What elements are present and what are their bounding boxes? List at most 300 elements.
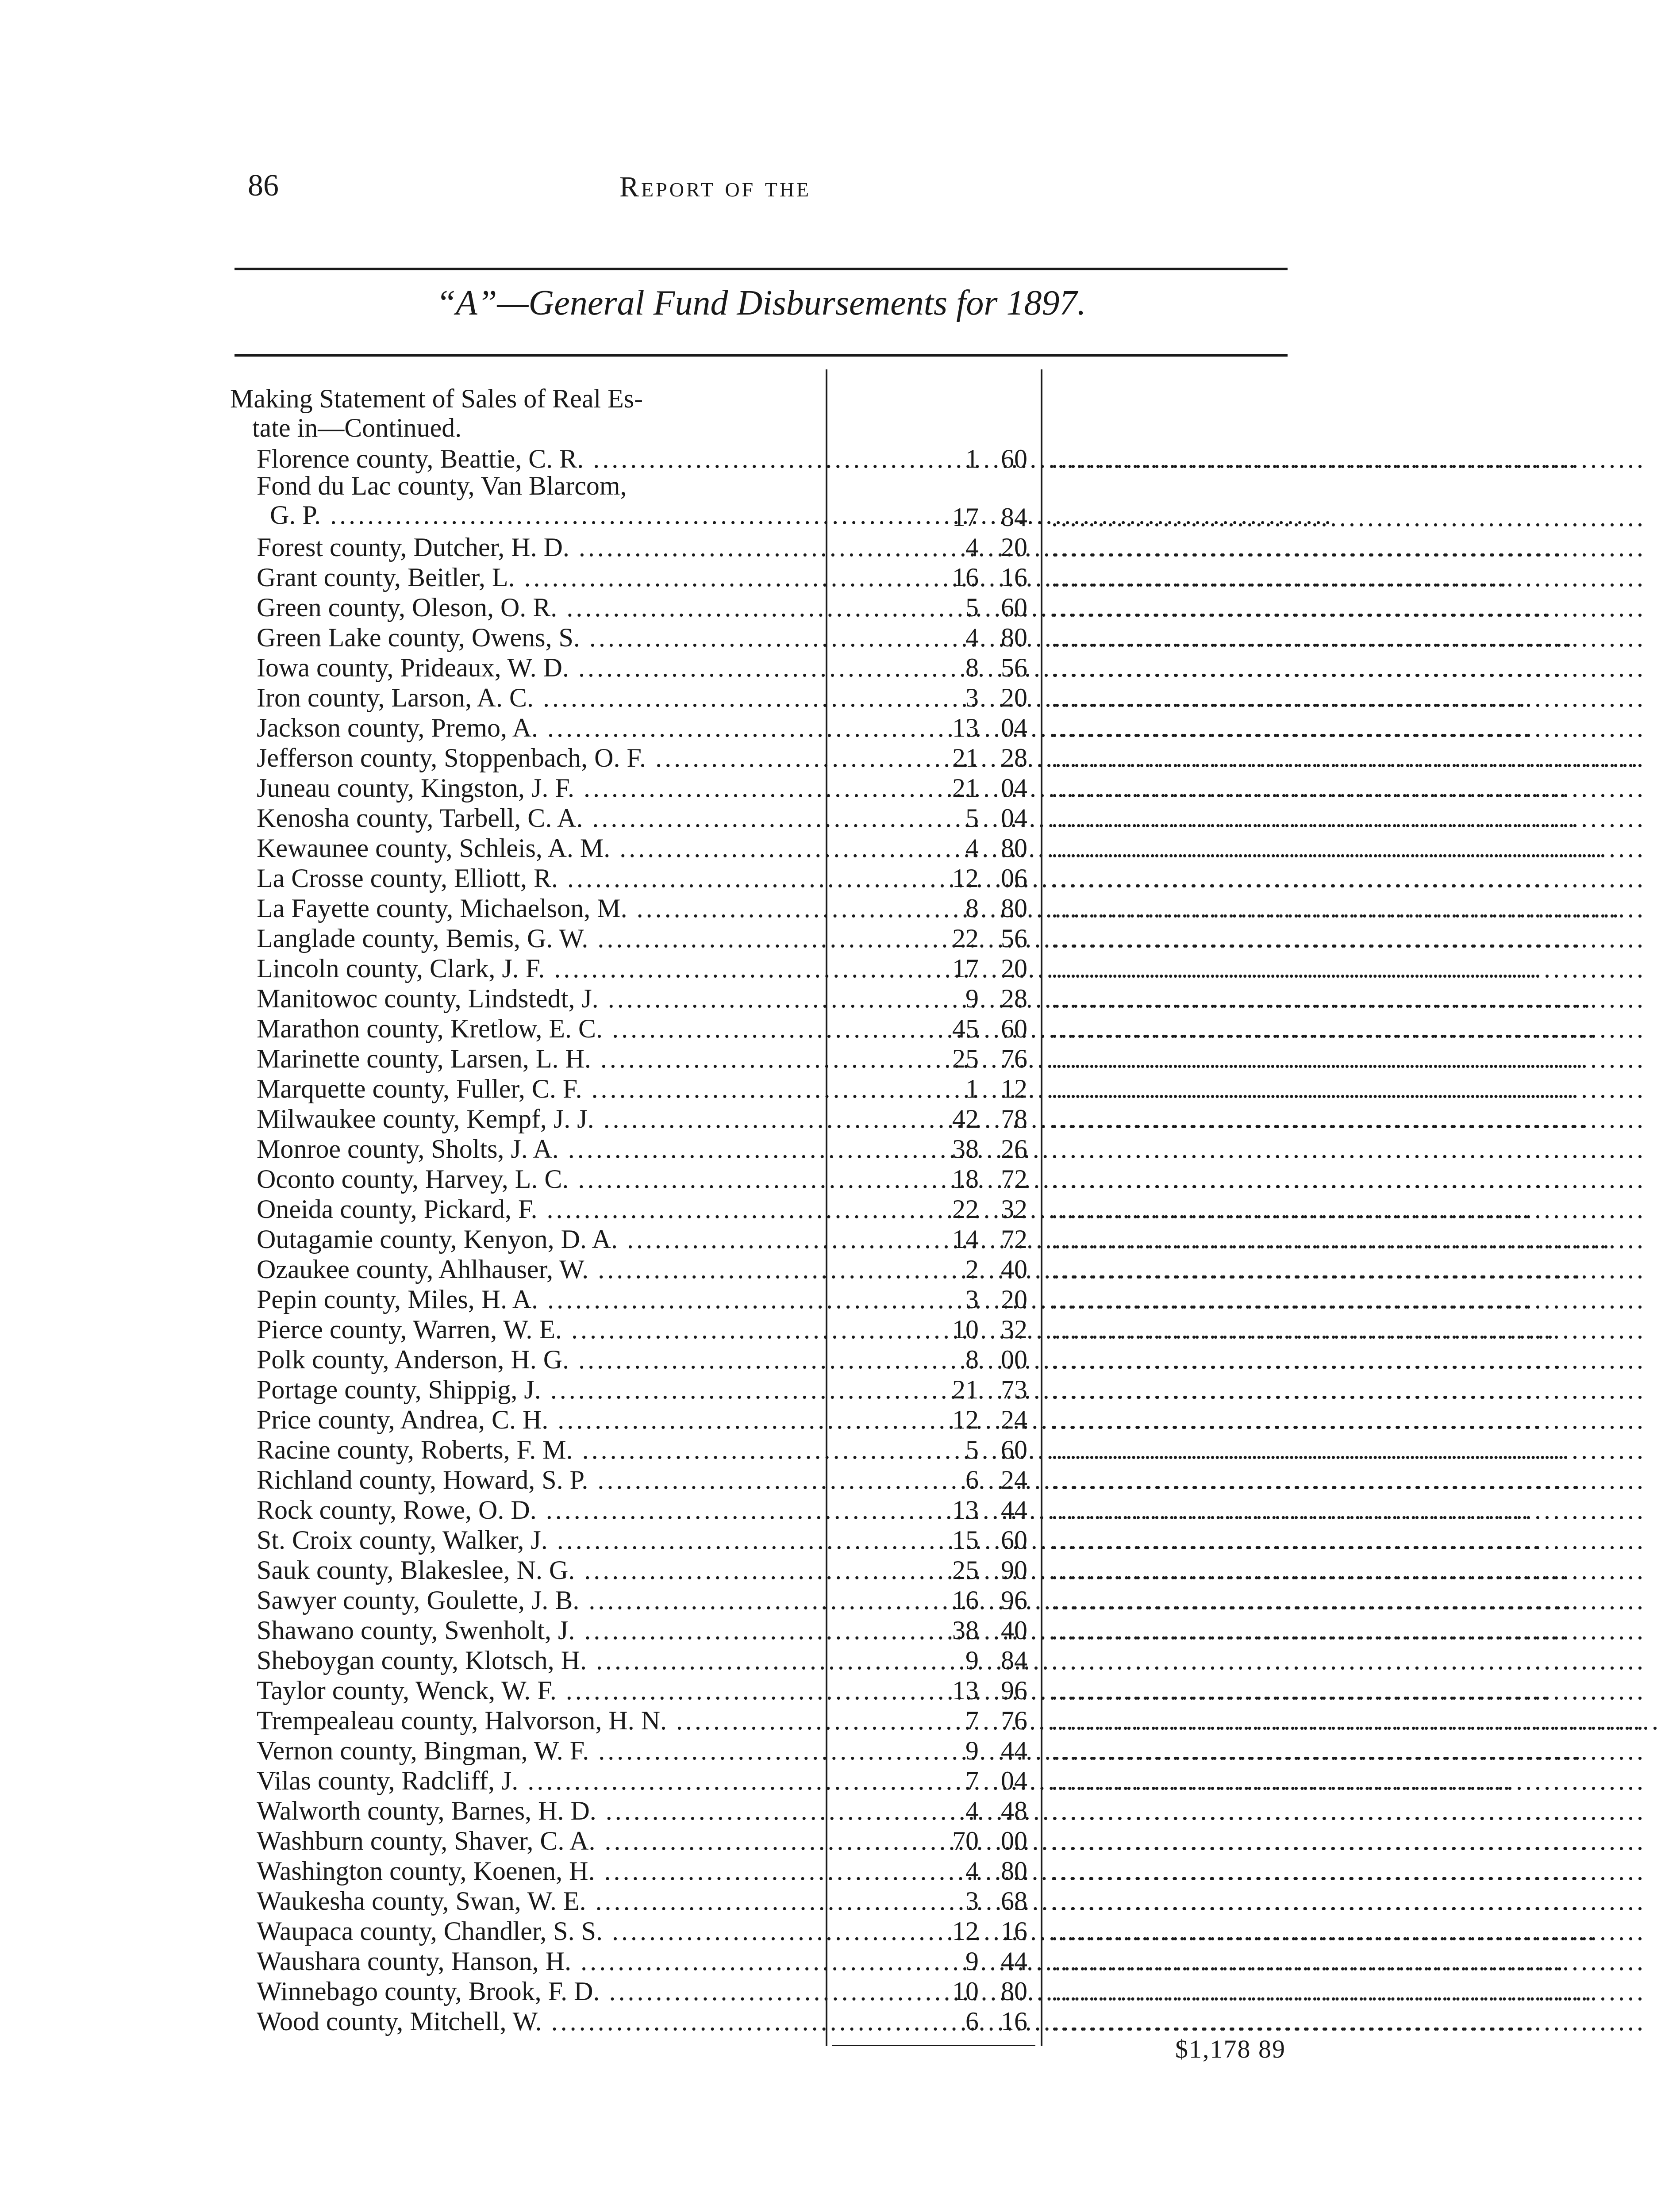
table-row xyxy=(0,1405,1646,1435)
row-leader-dots: ................................................................ xyxy=(1051,1947,1646,1976)
row-amount xyxy=(832,1344,1035,1375)
row-county-name-line2: G. P. ..... xyxy=(257,500,823,530)
row-amount-cents: 72 xyxy=(1001,1225,1027,1254)
row-amount xyxy=(832,1856,1035,1886)
row-county-name: Pierce county, Warren, W. E. ..... xyxy=(257,1314,823,1344)
row-amount-dollars: 42 xyxy=(952,1104,979,1133)
row-county-name: Richland county, Howard, S. P. ..... xyxy=(257,1465,823,1495)
row-county-name: La Fayette county, Michaelson, M. ..... xyxy=(257,893,823,923)
table-row xyxy=(0,683,1646,713)
row-amount-cents: 68 xyxy=(1001,1886,1027,1916)
row-leader-dots: ................................................................ xyxy=(1051,1104,1646,1133)
row-county-name: Walworth county, Barnes, H. D. ..... xyxy=(257,1796,823,1826)
row-leader-dots: ................................................................ xyxy=(1051,1555,1646,1585)
row-leader-dots: ................................................................ xyxy=(1051,1616,1646,1645)
row-amount-cents: 28 xyxy=(1001,743,1027,772)
row-amount-dollars: 7 xyxy=(965,1706,979,1735)
row-county-name: Marinette county, Larsen, L. H. ..... xyxy=(257,1044,823,1074)
row-amount-dollars: 5 xyxy=(965,593,979,622)
row-leader-dots: ................................................................ xyxy=(1051,894,1646,923)
row-amount-cents: 20 xyxy=(1001,533,1027,562)
row-amount-cents: 04 xyxy=(1001,803,1027,833)
row-amount-cents: 32 xyxy=(1001,1315,1027,1344)
row-county-name: Winnebago county, Brook, F. D. ..... xyxy=(257,1976,823,2006)
row-county-name: Kenosha county, Tarbell, C. A. ..... xyxy=(257,803,823,833)
row-amount-dollars: 4 xyxy=(965,623,979,652)
row-county-name: Waukesha county, Swan, W. E. ..... xyxy=(257,1886,823,1916)
row-amount xyxy=(832,1585,1035,1615)
row-amount-cents: 32 xyxy=(1001,1194,1027,1224)
row-county-name: Waupaca county, Chandler, S. S. ..... xyxy=(257,1916,823,1946)
row-leader-dots: ................................................................ xyxy=(1051,984,1646,1013)
table-row xyxy=(0,1254,1646,1284)
row-amount-cents: 80 xyxy=(1001,894,1027,923)
table-row xyxy=(0,1074,1646,1104)
row-amount-cents: 48 xyxy=(1001,1796,1027,1825)
row-amount-cents: 16 xyxy=(1001,563,1027,592)
row-amount-cents: 56 xyxy=(1001,653,1027,682)
row-amount xyxy=(832,893,1035,923)
table-row xyxy=(0,1284,1646,1314)
row-leader-dots: ................................................................ xyxy=(1051,1164,1646,1194)
row-county-name: Wood county, Mitchell, W. ..... xyxy=(257,2006,823,2036)
row-amount xyxy=(832,773,1035,803)
title-rule xyxy=(235,354,1288,357)
row-amount-dollars: 1 xyxy=(965,1074,979,1103)
row-amount-dollars: 7 xyxy=(965,1766,979,1795)
table-row xyxy=(0,2006,1646,2036)
table-row xyxy=(0,1645,1646,1675)
row-leader-dots: ................................................................ xyxy=(1051,1766,1646,1795)
row-leader-dots: ................................................................ xyxy=(1051,593,1646,622)
row-leader-dots: ................................................................ xyxy=(1051,1345,1646,1374)
row-amount-dollars: 8 xyxy=(965,894,979,923)
row-amount-cents: 40 xyxy=(1001,1616,1027,1645)
row-amount xyxy=(832,1194,1035,1224)
row-amount-dollars: 3 xyxy=(965,683,979,712)
row-leader-dots: ................................................................ xyxy=(1051,1736,1646,1765)
table-row xyxy=(0,1796,1646,1826)
row-county-name: Langlade county, Bemis, G. W. ..... xyxy=(257,923,823,953)
table-row xyxy=(0,1585,1646,1615)
row-amount-dollars: 38 xyxy=(952,1616,979,1645)
row-amount xyxy=(832,803,1035,833)
row-amount-cents: 73 xyxy=(1001,1375,1027,1404)
table-row xyxy=(0,1344,1646,1375)
row-amount xyxy=(832,983,1035,1014)
row-county-name: Polk county, Anderson, H. G. ..... xyxy=(257,1344,823,1375)
row-amount-dollars: 13 xyxy=(952,1495,979,1525)
row-amount xyxy=(832,1525,1035,1555)
row-leader-dots: ................................................................ xyxy=(1051,1134,1646,1164)
row-leader-dots: ................................................................ xyxy=(1051,1586,1646,1615)
row-amount xyxy=(832,683,1035,713)
row-leader-dots: ................................................................ xyxy=(1051,803,1646,833)
row-leader-dots: ................................................................ xyxy=(1051,563,1646,592)
table-row xyxy=(0,1916,1646,1946)
table-row xyxy=(0,1044,1646,1074)
row-amount xyxy=(832,1465,1035,1495)
row-county-name: Lincoln county, Clark, J. F. ..... xyxy=(257,953,823,983)
row-county-name: Trempealeau county, Halvorson, H. N. ..... xyxy=(257,1705,823,1736)
row-amount-cents: 16 xyxy=(1001,2007,1027,2036)
row-amount xyxy=(832,833,1035,863)
row-amount xyxy=(832,1044,1035,1074)
row-amount-cents: 04 xyxy=(1001,773,1027,803)
row-county-name: Pepin county, Miles, H. A. ..... xyxy=(257,1284,823,1314)
row-amount xyxy=(832,1946,1035,1976)
table-row xyxy=(0,713,1646,743)
row-leader-dots: ................................................................ xyxy=(1051,743,1646,772)
row-leader-dots: ................................................................ xyxy=(1051,1676,1646,1705)
table-row xyxy=(0,1134,1646,1164)
row-county-name: Ozaukee county, Ahlhauser, W. ..... xyxy=(257,1254,823,1284)
row-leader-dots: ................................................................ xyxy=(1051,533,1646,562)
disbursement-rows xyxy=(0,444,1646,2036)
row-leader-dots: ................................................................ xyxy=(1051,1465,1646,1494)
table-row xyxy=(0,1826,1646,1856)
row-amount-dollars: 8 xyxy=(965,1345,979,1374)
row-county-name: St. Croix county, Walker, J. ..... xyxy=(257,1525,823,1555)
table-row xyxy=(0,471,1646,532)
row-county-name: Washburn county, Shaver, C. A. ..... xyxy=(257,1826,823,1856)
row-amount-cents: 80 xyxy=(1001,1977,1027,2006)
row-amount xyxy=(832,1495,1035,1525)
row-amount xyxy=(832,502,1035,532)
row-amount-dollars: 22 xyxy=(952,924,979,953)
row-county-name: Taylor county, Wenck, W. F. ..... xyxy=(257,1675,823,1705)
table-row xyxy=(0,622,1646,653)
row-amount xyxy=(832,1074,1035,1104)
row-amount-dollars: 4 xyxy=(965,833,979,863)
row-county-name: Florence county, Beattie, C. R. ..... xyxy=(257,444,823,474)
row-amount-cents: 20 xyxy=(1001,954,1027,983)
table-row xyxy=(0,1555,1646,1585)
row-amount xyxy=(832,1405,1035,1435)
row-amount xyxy=(832,953,1035,983)
row-county-name: Racine county, Roberts, F. M. ..... xyxy=(257,1435,823,1465)
row-amount xyxy=(832,653,1035,683)
table-row xyxy=(0,743,1646,773)
row-leader-dots: ................................................................ xyxy=(1051,773,1646,803)
row-leader-dots: ................................................................ xyxy=(1051,1225,1646,1254)
row-amount-cents: 60 xyxy=(1001,593,1027,622)
row-amount-dollars: 9 xyxy=(965,1947,979,1976)
row-leader-dots: ................................................................ xyxy=(1051,1826,1646,1855)
table-row xyxy=(0,1314,1646,1344)
row-leader-dots: ................................................................ xyxy=(1051,444,1646,473)
table-row xyxy=(0,983,1646,1014)
row-leader-dots: ................................................................ xyxy=(1051,1435,1646,1464)
intro-line-1: Making Statement of Sales of Real Es- xyxy=(230,384,643,413)
row-county-name: Monroe county, Sholts, J. A. ..... xyxy=(257,1134,823,1164)
row-amount-dollars: 10 xyxy=(952,1315,979,1344)
row-amount-dollars: 13 xyxy=(952,1676,979,1705)
row-amount-cents: 06 xyxy=(1001,864,1027,893)
row-amount-dollars: 4 xyxy=(965,533,979,562)
row-amount xyxy=(832,1796,1035,1826)
row-amount-dollars: 12 xyxy=(952,864,979,893)
top-rule xyxy=(235,268,1288,270)
row-county-name: La Crosse county, Elliott, R. ..... xyxy=(257,863,823,893)
row-amount-dollars: 8 xyxy=(965,653,979,682)
table-row xyxy=(0,1495,1646,1525)
row-amount xyxy=(832,1254,1035,1284)
row-amount-cents: 26 xyxy=(1001,1134,1027,1164)
row-leader-dots: ................................................................ xyxy=(1051,1014,1646,1043)
table-row xyxy=(0,1736,1646,1766)
row-amount xyxy=(832,1705,1035,1736)
row-amount-dollars: 16 xyxy=(952,563,979,592)
row-amount-dollars: 17 xyxy=(952,503,979,532)
row-amount-dollars: 22 xyxy=(952,1194,979,1224)
row-amount-cents: 12 xyxy=(1001,1074,1027,1103)
table-row xyxy=(0,923,1646,953)
row-amount-dollars: 4 xyxy=(965,1796,979,1825)
row-leader-dots: ................................................................ xyxy=(1051,1255,1646,1284)
intro-text xyxy=(230,384,823,442)
row-leader-dots: ................................................................ xyxy=(1051,1315,1646,1344)
total-rule xyxy=(832,2045,1035,2046)
row-leader-dots: ................................................................ xyxy=(1051,924,1646,953)
table-row xyxy=(0,1525,1646,1555)
row-amount-cents: 20 xyxy=(1001,1285,1027,1314)
table-row xyxy=(0,833,1646,863)
row-amount-cents: 20 xyxy=(1001,683,1027,712)
row-amount xyxy=(832,1375,1035,1405)
row-amount-cents: 78 xyxy=(1001,1104,1027,1133)
row-amount-dollars: 15 xyxy=(952,1525,979,1555)
row-amount-cents: 56 xyxy=(1001,924,1027,953)
table-row xyxy=(0,1014,1646,1044)
row-leader-dots: ................................................................ xyxy=(1051,1646,1646,1675)
row-leader-dots: ................................................................ xyxy=(1051,1706,1646,1735)
intro-line-2: tate in—Continued. xyxy=(252,413,462,442)
row-amount-cents: 80 xyxy=(1001,833,1027,863)
row-county-name: Green county, Oleson, O. R. ..... xyxy=(257,592,823,622)
row-amount-dollars: 70 xyxy=(952,1826,979,1855)
row-amount xyxy=(832,1014,1035,1044)
row-amount-dollars: 6 xyxy=(965,2007,979,2036)
row-amount-cents: 24 xyxy=(1001,1405,1027,1434)
table-row xyxy=(0,1465,1646,1495)
row-leader-dots: ................................................................ xyxy=(1051,1886,1646,1916)
row-county-name: Portage county, Shippig, J. ..... xyxy=(257,1375,823,1405)
row-leader-dots: ................................................................ xyxy=(1051,1916,1646,1946)
row-leader-dots: ................................................................ xyxy=(1051,1977,1646,2006)
row-amount-dollars: 18 xyxy=(952,1164,979,1194)
row-amount-cents: 04 xyxy=(1001,713,1027,742)
row-county-name: Marquette county, Fuller, C. F. ..... xyxy=(257,1074,823,1104)
table-row xyxy=(0,1675,1646,1705)
row-amount-dollars: 4 xyxy=(965,1856,979,1886)
row-county-name: Iowa county, Prideaux, W. D. ..... xyxy=(257,653,823,683)
row-amount-cents: 90 xyxy=(1001,1555,1027,1585)
table-row xyxy=(0,1705,1646,1736)
row-amount xyxy=(832,1766,1035,1796)
row-amount-cents: 00 xyxy=(1001,1345,1027,1374)
row-amount-cents: 80 xyxy=(1001,623,1027,652)
row-amount-cents: 96 xyxy=(1001,1676,1027,1705)
row-amount-cents: 44 xyxy=(1001,1947,1027,1976)
row-amount xyxy=(832,743,1035,773)
row-county-name xyxy=(257,471,823,530)
row-leader-dots: ................................................................ xyxy=(1051,1044,1646,1073)
row-amount xyxy=(832,1976,1035,2006)
row-amount-cents: 44 xyxy=(1001,1736,1027,1765)
row-amount-dollars: 21 xyxy=(952,1375,979,1404)
row-amount xyxy=(832,532,1035,562)
row-amount-dollars: 10 xyxy=(952,1977,979,2006)
table-row xyxy=(0,653,1646,683)
row-amount-dollars: 2 xyxy=(965,1255,979,1284)
row-county-name: Sheboygan county, Klotsch, H. ..... xyxy=(257,1645,823,1675)
row-amount-dollars: 3 xyxy=(965,1285,979,1314)
row-leader-dots: ................................................................ xyxy=(1051,1194,1646,1224)
row-amount-cents: 60 xyxy=(1001,1435,1027,1464)
row-amount xyxy=(832,1164,1035,1194)
row-amount-dollars: 5 xyxy=(965,1435,979,1464)
table-row xyxy=(0,1976,1646,2006)
row-amount-cents: 00 xyxy=(1001,1826,1027,1855)
row-county-name: Iron county, Larson, A. C. ..... xyxy=(257,683,823,713)
row-leader-dots: ................................................................ xyxy=(1051,1495,1646,1525)
row-county-name: Milwaukee county, Kempf, J. J. ..... xyxy=(257,1104,823,1134)
table-row xyxy=(0,1224,1646,1254)
table-row xyxy=(0,562,1646,592)
row-leader-dots: ................................................................ xyxy=(1051,683,1646,712)
row-amount xyxy=(832,923,1035,953)
row-amount-dollars: 21 xyxy=(952,773,979,803)
row-county-name: Kewaunee county, Schleis, A. M. ..... xyxy=(257,833,823,863)
row-leader-dots: ................................................................ xyxy=(1051,2007,1646,2036)
table-row xyxy=(0,953,1646,983)
row-amount xyxy=(832,1736,1035,1766)
row-amount xyxy=(832,1555,1035,1585)
row-county-name: Outagamie county, Kenyon, D. A. ..... xyxy=(257,1224,823,1254)
row-amount-dollars: 6 xyxy=(965,1465,979,1494)
row-amount xyxy=(832,1284,1035,1314)
row-amount xyxy=(832,1314,1035,1344)
table-row xyxy=(0,1886,1646,1916)
row-amount-cents: 60 xyxy=(1001,1525,1027,1555)
row-leader-dots: ................................................................ xyxy=(1051,1525,1646,1555)
row-amount-cents: 76 xyxy=(1001,1706,1027,1735)
row-amount-dollars: 13 xyxy=(952,713,979,742)
row-amount xyxy=(832,1886,1035,1916)
row-leader-dots: ................................................................ xyxy=(1051,1796,1646,1825)
row-amount-dollars: 25 xyxy=(952,1555,979,1585)
row-leader-dots: ................................................................ xyxy=(1051,623,1646,652)
row-amount-dollars: 38 xyxy=(952,1134,979,1164)
table-row xyxy=(0,592,1646,622)
row-amount-cents: 84 xyxy=(1001,1646,1027,1675)
row-amount-cents: 80 xyxy=(1001,1856,1027,1886)
row-county-name: Washington county, Koenen, H. ..... xyxy=(257,1856,823,1886)
table-row xyxy=(0,863,1646,893)
row-amount xyxy=(832,1615,1035,1645)
running-head: Report of the xyxy=(619,171,811,203)
row-leader-dots: ................................................................ xyxy=(1051,1856,1646,1886)
row-amount xyxy=(832,1916,1035,1946)
row-amount xyxy=(832,1826,1035,1856)
row-amount-dollars: 9 xyxy=(965,1736,979,1765)
row-amount-cents: 76 xyxy=(1001,1044,1027,1073)
row-leader-dots: ................................................................ xyxy=(1051,653,1646,682)
row-amount-dollars: 25 xyxy=(952,1044,979,1073)
row-county-name: Green Lake county, Owens, S. ..... xyxy=(257,622,823,653)
row-leader-dots: ................................................................ xyxy=(1051,954,1646,983)
table-row xyxy=(0,1104,1646,1134)
row-amount xyxy=(832,1675,1035,1705)
row-county-name: Manitowoc county, Lindstedt, J. ..... xyxy=(257,983,823,1014)
row-county-name: Forest county, Dutcher, H. D. ..... xyxy=(257,532,823,562)
table-row xyxy=(0,1615,1646,1645)
row-amount xyxy=(832,444,1035,474)
row-county-name: Rock county, Rowe, O. D. ..... xyxy=(257,1495,823,1525)
table-row xyxy=(0,1435,1646,1465)
row-amount-cents: 60 xyxy=(1001,1014,1027,1043)
row-county-name: Grant county, Beitler, L. ..... xyxy=(257,562,823,592)
table-row xyxy=(0,893,1646,923)
row-amount-cents: 72 xyxy=(1001,1164,1027,1194)
row-amount-cents: 04 xyxy=(1001,1766,1027,1795)
row-amount xyxy=(832,562,1035,592)
row-county-name: Waushara county, Hanson, H. ..... xyxy=(257,1946,823,1976)
table-row xyxy=(0,1766,1646,1796)
table-title: “A”—General Fund Disbursements for 1897. xyxy=(436,284,1086,323)
table-row xyxy=(0,1194,1646,1224)
row-leader-dots: ................................................................ xyxy=(1051,713,1646,742)
row-amount xyxy=(832,1645,1035,1675)
row-county-name: Jackson county, Premo, A. ..... xyxy=(257,713,823,743)
row-amount-dollars: 9 xyxy=(965,1646,979,1675)
row-amount-dollars: 21 xyxy=(952,743,979,772)
row-amount-cents: 96 xyxy=(1001,1586,1027,1615)
row-amount-dollars: 17 xyxy=(952,954,979,983)
row-leader-dots: ................................................................ xyxy=(1051,833,1646,863)
row-amount-dollars: 1 xyxy=(965,444,979,473)
row-county-name: Juneau county, Kingston, J. F. ..... xyxy=(257,773,823,803)
row-amount-dollars: 3 xyxy=(965,1886,979,1916)
row-amount xyxy=(832,1104,1035,1134)
table-row xyxy=(0,1375,1646,1405)
row-amount-dollars: 45 xyxy=(952,1014,979,1043)
row-amount-dollars: 9 xyxy=(965,984,979,1013)
row-county-name: Vernon county, Bingman, W. F. ..... xyxy=(257,1736,823,1766)
row-amount xyxy=(832,713,1035,743)
row-amount-cents: 84 xyxy=(1001,503,1027,532)
row-amount-cents: 40 xyxy=(1001,1255,1027,1284)
row-leader-dots: ................................................................ xyxy=(1051,864,1646,893)
table-row xyxy=(0,803,1646,833)
table-row xyxy=(0,1856,1646,1886)
row-amount xyxy=(832,2006,1035,2036)
row-county-name-line1: Fond du Lac county, Van Blarcom, xyxy=(257,471,627,500)
row-county-name: Marathon county, Kretlow, E. C. ..... xyxy=(257,1014,823,1044)
row-leader-dots: ................................................................ xyxy=(1051,503,1646,532)
row-amount xyxy=(832,1134,1035,1164)
row-county-name: Oconto county, Harvey, L. C. ..... xyxy=(257,1164,823,1194)
row-amount-dollars: 5 xyxy=(965,803,979,833)
row-amount-dollars: 12 xyxy=(952,1405,979,1434)
row-amount-cents: 28 xyxy=(1001,984,1027,1013)
row-amount xyxy=(832,622,1035,653)
row-amount xyxy=(832,1435,1035,1465)
row-leader-dots: ................................................................ xyxy=(1051,1074,1646,1103)
row-amount xyxy=(832,1224,1035,1254)
table-row xyxy=(0,1164,1646,1194)
